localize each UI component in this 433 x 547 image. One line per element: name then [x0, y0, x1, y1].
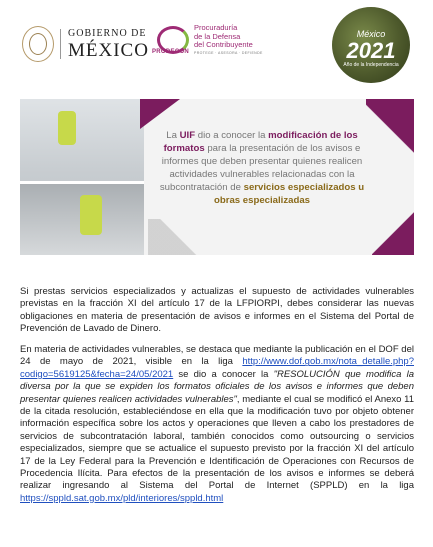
banner-highlight-gold: servicios especializados u obras especializadas	[214, 182, 365, 206]
decorative-triangle	[372, 203, 414, 255]
gob-line1: GOBIERNO DE	[68, 27, 147, 39]
banner	[20, 99, 414, 255]
national-seal-icon	[22, 26, 54, 62]
prodecon-tagline: PROTEGE · ASESORA · DEFIENDE	[194, 50, 263, 55]
banner-text-part: La	[166, 130, 180, 141]
paragraph-2	[20, 344, 414, 505]
header	[0, 0, 433, 90]
banner-text-part: para la presentación de los avisos e informes que deben presentar quienes realicen actividades vulnerables relacionadas con la subcontratación de	[159, 143, 363, 193]
prodecon-line2: de la Defensa	[194, 31, 241, 41]
banner-text-part: dio a conocer la	[195, 130, 269, 141]
worker-figure-icon	[58, 111, 76, 145]
paragraph-text: , mediante el cual se modificó el Anexo 11 de la citada resolución, estableciéndose en ella que la modificación tuvo por objeto obtener información específica sobre los actos y operaciones que lleven a cabo los prestadores de servicios de subcontratación laboral, también conocidos como outsourcing o servicios especializados, siempre que se actualice el supuesto previsto por la fracción XI del artículo 17 de la Ley Federal para la Prevención e Identificación de Operaciones con Recursos de Procedencia Ilícita. Para efectos de la presentación de los avisos e informes se deberá realizar ingresando al Sistema del Portal de Internet (SPPLD) en la liga	[20, 393, 414, 492]
dof-link[interactable]: http://www.dof.gob.mx/nota_detalle.php?codigo=5619125&fecha=24/05/2021	[20, 356, 414, 380]
decorative-triangle	[148, 219, 218, 255]
prodecon-line3: del Contribuyente	[194, 40, 253, 50]
banner-uif: UIF	[179, 130, 196, 141]
worker-figure-icon	[80, 195, 102, 235]
prodecon-short: PRODECON	[152, 49, 190, 55]
badge-year: 2021	[346, 38, 396, 63]
paragraph-text: se dio a conocer la	[173, 368, 274, 380]
prodecon-line1: Procuraduría	[194, 23, 238, 32]
prodecon-logo	[154, 24, 263, 58]
resolution-quote: "RESOLUCIÓN que modifica la diversa por la que se expiden los formatos oficiales de los avisos e informes que deben presentar quienes realicen actividades vulnerables"	[20, 368, 414, 405]
workers-photo	[20, 99, 144, 255]
decorative-triangle	[140, 99, 180, 129]
prodecon-swirl-icon	[154, 24, 188, 58]
badge-mexico: México	[356, 29, 386, 39]
paragraph-text: En materia de actividades vulnerables, se destaca que mediante la publicación en el DOF del 24 de mayo de 2021, visible en la liga	[20, 344, 414, 368]
banner-highlight: modificación de los formatos	[163, 130, 358, 154]
paragraph-1: Si prestas servicios especializados y actualizas el supuesto de actividades vulnerables previstas en la fracción XI del artículo 17 de la LFPIORPI, debes considerar las nuevas obligaciones en materia de presentación de avisos e informes en el Sistema del Portal de Prevención de Lavado de Dinero.	[20, 286, 414, 335]
badge-subtitle: Año de la Independencia	[343, 62, 399, 68]
year-2021-badge	[332, 7, 410, 83]
banner-text	[148, 129, 376, 207]
sppld-link[interactable]: https://sppld.sat.gob.mx/pld/interiores/sppld.html	[20, 492, 224, 504]
divider	[60, 29, 61, 59]
gobierno-de-mexico-logo	[22, 26, 149, 62]
gob-line2: MÉXICO	[68, 39, 149, 61]
